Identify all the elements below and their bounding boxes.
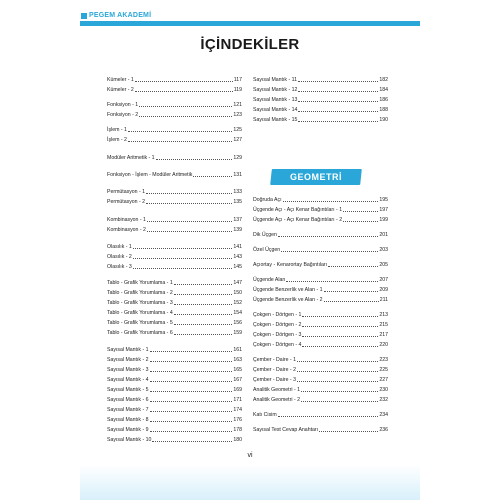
toc-entry-page: 145	[233, 264, 242, 270]
toc-leader-dots	[343, 210, 378, 212]
toc-leader-dots	[301, 400, 378, 402]
toc-entry-page: 121	[233, 102, 242, 108]
toc-entry-label: Sayısal Mantık - 8	[107, 417, 149, 423]
toc-entry	[107, 226, 242, 233]
toc-leader-dots	[302, 325, 378, 327]
toc-leader-dots	[343, 220, 378, 222]
toc-entry-page: 133	[233, 189, 242, 195]
toc-entry-label: Permütasyon - 2	[107, 199, 146, 205]
toc-entry-label: Analitik Geometri - 2	[253, 397, 300, 403]
toc-entry-page: 147	[233, 280, 242, 286]
toc-entry	[107, 356, 242, 363]
toc-leader-dots	[298, 80, 378, 82]
toc-leader-dots	[298, 90, 378, 92]
toc-leader-dots	[283, 200, 379, 202]
toc-entry	[107, 396, 242, 403]
toc-entry-page: 119	[233, 87, 242, 93]
toc-leader-dots	[319, 430, 378, 432]
toc-entry-label: Sayısal Mantık - 4	[107, 377, 149, 383]
toc-entry	[107, 126, 242, 133]
toc-leader-dots	[150, 420, 233, 422]
toc-leader-dots	[139, 105, 232, 107]
toc-leader-dots	[146, 192, 232, 194]
toc-entry	[253, 96, 388, 103]
toc-entry	[107, 376, 242, 383]
toc-leader-dots	[302, 345, 378, 347]
toc-entry-page: 190	[379, 117, 388, 123]
toc-entry	[107, 216, 242, 223]
toc-entry-label: Fonksiyon - 2	[107, 112, 139, 118]
toc-entry-label: Tablo - Grafik Yorumlama - 5	[107, 320, 173, 326]
toc-entry	[253, 386, 388, 393]
toc-entry-label: Üçgende Açı - Açı Kenar Bağıntıları - 1	[253, 207, 343, 213]
toc-entry-page: 129	[233, 155, 242, 161]
toc-leader-dots	[174, 313, 233, 315]
toc-entry-page: 174	[233, 407, 242, 413]
toc-leader-dots	[150, 430, 233, 432]
toc-entry-label: Özel Üçgen	[253, 247, 281, 253]
toc-entry-page: 220	[379, 342, 388, 348]
toc-leader-dots	[328, 265, 378, 267]
toc-entry	[253, 196, 388, 203]
toc-entry	[253, 411, 388, 418]
toc-entry-page: 188	[379, 107, 388, 113]
toc-entry-label: Tablo - Grafik Yorumlama - 3	[107, 300, 173, 306]
toc-entry	[253, 261, 388, 268]
toc-entry-label: Dik Üçgen	[253, 232, 277, 238]
toc-entry-label: Permütasyon - 1	[107, 189, 146, 195]
toc-entry-label: Olasılık - 2	[107, 254, 132, 260]
toc-leader-dots	[174, 283, 233, 285]
toc-leader-dots	[147, 230, 232, 232]
header-bar	[80, 21, 420, 26]
toc-leader-dots	[302, 335, 378, 337]
toc-entry-page: 201	[379, 232, 388, 238]
toc-entry	[253, 396, 388, 403]
toc-entry	[253, 276, 388, 283]
toc-entry-label: Olasılık - 3	[107, 264, 132, 270]
toc-entry-page: 167	[233, 377, 242, 383]
toc-entry	[253, 116, 388, 123]
toc-entry-page: 163	[233, 357, 242, 363]
toc-entry-label: Çokgen - Dörtgen - 3	[253, 332, 302, 338]
toc-entry	[107, 171, 242, 178]
toc-leader-dots	[302, 315, 378, 317]
brand-header	[81, 12, 151, 19]
brand-name: PEGEM AKADEMİ	[89, 12, 152, 19]
toc-entry	[253, 106, 388, 113]
toc-entry-page: 152	[233, 300, 242, 306]
toc-entry-label: Üçgende Alan	[253, 277, 286, 283]
toc-entry-label: Sayısal Mantık - 7	[107, 407, 149, 413]
toc-leader-dots	[298, 110, 378, 112]
toc-entry-label: Sayısal Mantık - 12	[253, 87, 298, 93]
bottom-gradient	[80, 465, 420, 500]
toc-entry	[107, 329, 242, 336]
toc-leader-dots	[281, 250, 378, 252]
toc-entry-page: 209	[379, 287, 388, 293]
toc-entry-page: 186	[379, 97, 388, 103]
toc-entry-page: 154	[233, 310, 242, 316]
toc-entry-label: Modüler Aritmetik - 1	[107, 155, 155, 161]
toc-leader-dots	[174, 293, 233, 295]
toc-entry	[107, 76, 242, 83]
toc-entry	[253, 286, 388, 293]
toc-leader-dots	[298, 100, 378, 102]
toc-entry-label: Üçgende Benzerlik ve Alan - 1	[253, 287, 323, 293]
toc-entry	[253, 331, 388, 338]
toc-entry-label: Çember - Daire - 2	[253, 367, 296, 373]
toc-entry-page: 211	[379, 297, 388, 303]
toc-entry	[253, 341, 388, 348]
toc-leader-dots	[174, 333, 233, 335]
toc-entry-label: Kümeler - 2	[107, 87, 134, 93]
toc-entry	[253, 356, 388, 363]
toc-entry	[107, 386, 242, 393]
toc-leader-dots	[133, 267, 233, 269]
toc-entry-label: Kombinasyon - 1	[107, 217, 146, 223]
toc-entry-page: 230	[379, 387, 388, 393]
toc-entry-label: Tablo - Grafik Yorumlama - 6	[107, 330, 173, 336]
toc-leader-dots	[297, 360, 378, 362]
toc-entry	[253, 76, 388, 83]
toc-entry-label: Çokgen - Dörtgen - 4	[253, 342, 302, 348]
toc-leader-dots	[150, 400, 233, 402]
toc-entry	[107, 243, 242, 250]
toc-leader-dots	[133, 257, 233, 259]
toc-entry-page: 236	[379, 427, 388, 433]
toc-entry-page: 227	[379, 377, 388, 383]
toc-entry-label: Sayısal Mantık - 1	[107, 347, 149, 353]
toc-entry-page: 131	[233, 172, 242, 178]
toc-leader-dots	[128, 130, 232, 132]
toc-entry-page: 159	[233, 330, 242, 336]
toc-leader-dots	[150, 360, 233, 362]
toc-entry-label: Çokgen - Dörtgen - 2	[253, 322, 302, 328]
toc-leader-dots	[193, 175, 232, 177]
toc-entry	[253, 376, 388, 383]
toc-entry-page: 203	[379, 247, 388, 253]
toc-entry-page: 171	[233, 397, 242, 403]
toc-entry	[107, 154, 242, 161]
toc-leader-dots	[297, 380, 378, 382]
toc-entry-page: 127	[233, 137, 242, 143]
toc-entry-page: 139	[233, 227, 242, 233]
toc-entry-label: Sayısal Mantık - 14	[253, 107, 298, 113]
toc-leader-dots	[150, 350, 233, 352]
toc-entry-label: Katı Cisim	[253, 412, 277, 418]
toc-entry	[107, 416, 242, 423]
toc-leader-dots	[139, 115, 232, 117]
toc-entry-label: Analitik Geometri - 1	[253, 387, 300, 393]
toc-leader-dots	[135, 80, 233, 82]
toc-leader-dots	[278, 415, 379, 417]
toc-entry-label: Çokgen - Dörtgen - 1	[253, 312, 302, 318]
toc-entry-page: 223	[379, 357, 388, 363]
toc-entry-page: 232	[379, 397, 388, 403]
page-title: İÇİNDEKİLER	[200, 36, 300, 53]
toc-leader-dots	[286, 280, 378, 282]
toc-entry	[107, 188, 242, 195]
toc-entry	[107, 289, 242, 296]
toc-leader-dots	[298, 120, 378, 122]
brand-logo-icon	[81, 13, 87, 19]
toc-entry-page: 215	[379, 322, 388, 328]
toc-entry	[107, 319, 242, 326]
section-heading-geometri	[270, 169, 362, 185]
toc-entry-label: Doğruda Açı	[253, 197, 282, 203]
toc-entry-page: 137	[233, 217, 242, 223]
toc-leader-dots	[174, 303, 233, 305]
toc-entry-page: 117	[233, 77, 242, 83]
toc-entry	[107, 309, 242, 316]
toc-entry	[107, 136, 242, 143]
toc-entry-page: 165	[233, 367, 242, 373]
toc-entry	[107, 263, 242, 270]
toc-entry-page: 150	[233, 290, 242, 296]
toc-entry-page: 197	[379, 207, 388, 213]
toc-entry-label: Fonksiyon - İşlem - Modüler Aritmetik	[107, 172, 193, 178]
toc-entry-page: 161	[233, 347, 242, 353]
toc-entry	[253, 321, 388, 328]
toc-leader-dots	[156, 158, 233, 160]
toc-entry-label: Üçgende Açı - Açı Kenar Bağıntıları - 2	[253, 217, 343, 223]
toc-entry-label: Tablo - Grafik Yorumlama - 1	[107, 280, 173, 286]
toc-entry-label: Tablo - Grafik Yorumlama - 4	[107, 310, 173, 316]
toc-entry-label: Üçgende Benzerlik ve Alan - 2	[253, 297, 323, 303]
toc-leader-dots	[278, 235, 378, 237]
toc-entry	[253, 366, 388, 373]
toc-leader-dots	[152, 440, 232, 442]
toc-entry-label: Tablo - Grafik Yorumlama - 2	[107, 290, 173, 296]
toc-leader-dots	[150, 370, 233, 372]
toc-leader-dots	[301, 390, 378, 392]
toc-entry	[253, 426, 388, 433]
toc-leader-dots	[150, 410, 233, 412]
toc-entry-label: Çember - Daire - 1	[253, 357, 296, 363]
toc-entry-label: Sayısal Test Cevap Anahtarı	[253, 427, 319, 433]
toc-entry-label: Fonksiyon - 1	[107, 102, 139, 108]
toc-entry-label: Kümeler - 1	[107, 77, 134, 83]
toc-leader-dots	[128, 140, 232, 142]
toc-entry-page: 195	[379, 197, 388, 203]
toc-entry	[107, 279, 242, 286]
toc-entry-label: Sayısal Mantık - 15	[253, 117, 298, 123]
toc-entry	[107, 101, 242, 108]
toc-entry	[253, 311, 388, 318]
toc-leader-dots	[174, 323, 233, 325]
toc-leader-dots	[150, 390, 233, 392]
toc-leader-dots	[147, 220, 232, 222]
toc-entry-page: 156	[233, 320, 242, 326]
toc-entry	[107, 426, 242, 433]
toc-entry	[107, 406, 242, 413]
toc-entry	[107, 253, 242, 260]
toc-entry	[107, 299, 242, 306]
toc-entry-page: 205	[379, 262, 388, 268]
toc-entry-page: 182	[379, 77, 388, 83]
toc-entry-page: 180	[233, 437, 242, 443]
toc-entry	[253, 231, 388, 238]
page-number: vi	[247, 452, 253, 459]
toc-entry-label: Sayısal Mantık - 11	[253, 77, 298, 83]
toc-leader-dots	[324, 300, 379, 302]
toc-entry-page: 178	[233, 427, 242, 433]
toc-entry	[253, 86, 388, 93]
toc-leader-dots	[133, 247, 233, 249]
section-heading-label: GEOMETRİ	[289, 172, 342, 182]
toc-entry-label: Olasılık - 1	[107, 244, 132, 250]
toc-leader-dots	[135, 90, 233, 92]
toc-entry-page: 123	[233, 112, 242, 118]
toc-entry-page: 217	[379, 332, 388, 338]
toc-entry-label: Sayısal Mantık - 13	[253, 97, 298, 103]
toc-entry	[107, 436, 242, 443]
toc-entry	[107, 366, 242, 373]
toc-entry-label: İşlem - 2	[107, 137, 127, 143]
toc-entry	[107, 86, 242, 93]
toc-entry-label: Sayısal Mantık - 2	[107, 357, 149, 363]
toc-entry-page: 135	[233, 199, 242, 205]
toc-entry-page: 141	[233, 244, 242, 250]
toc-entry-page: 176	[233, 417, 242, 423]
toc-entry-page: 225	[379, 367, 388, 373]
toc-entry-page: 143	[233, 254, 242, 260]
toc-entry-page: 234	[379, 412, 388, 418]
toc-entry-label: Kombinasyon - 2	[107, 227, 146, 233]
toc-entry	[253, 206, 388, 213]
toc-entry-label: Sayısal Mantık - 6	[107, 397, 149, 403]
toc-entry-label: Sayısal Mantık - 10	[107, 437, 152, 443]
toc-entry-page: 199	[379, 217, 388, 223]
toc-entry	[253, 216, 388, 223]
toc-entry-label: Sayısal Mantık - 5	[107, 387, 149, 393]
toc-entry-page: 213	[379, 312, 388, 318]
toc-entry	[253, 296, 388, 303]
toc-leader-dots	[146, 202, 232, 204]
toc-entry-label: Sayısal Mantık - 9	[107, 427, 149, 433]
toc-entry-page: 125	[233, 127, 242, 133]
toc-entry	[253, 246, 388, 253]
toc-leader-dots	[324, 290, 379, 292]
toc-leader-dots	[297, 370, 378, 372]
toc-entry	[107, 346, 242, 353]
toc-entry	[107, 111, 242, 118]
toc-entry-label: Açıortay - Kenarortay Bağıntıları	[253, 262, 328, 268]
toc-entry-page: 207	[379, 277, 388, 283]
toc-entry-page: 184	[379, 87, 388, 93]
toc-entry-label: İşlem - 1	[107, 127, 127, 133]
toc-leader-dots	[150, 380, 233, 382]
toc-entry-label: Sayısal Mantık - 3	[107, 367, 149, 373]
toc-entry-page: 169	[233, 387, 242, 393]
toc-entry-label: Çember - Daire - 3	[253, 377, 296, 383]
toc-entry	[107, 198, 242, 205]
